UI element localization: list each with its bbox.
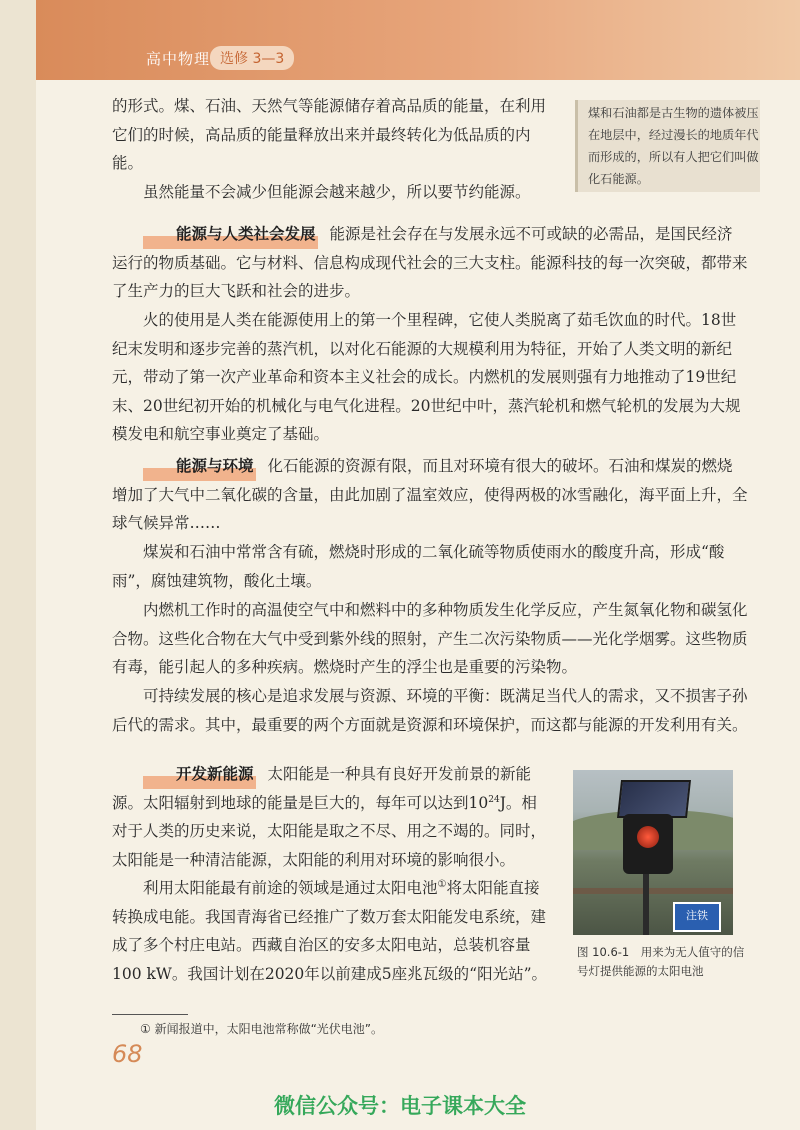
paragraph: 可持续发展的核心是追求发展与资源、环境的平衡：既满足当代人的需求，又不损害子孙后代的需求。其中，最重要的两个方面就是资源和环境保护，而这都与能源的开发利用有关。 bbox=[112, 687, 748, 734]
solar-signal-photo bbox=[573, 770, 733, 935]
section-new-energy bbox=[112, 760, 548, 874]
book-title: 高中物理 bbox=[146, 50, 211, 68]
section-lead-text: 太阳能是一种具有良好开发前景的新能源。太阳辐射到地球的能量是巨大的，每年可以达到10 bbox=[112, 765, 532, 812]
volume-badge: 选修 3—3 bbox=[210, 46, 294, 70]
figure-caption: 图 10.6-1 用来为无人值守的信号灯提供能源的太阳电池 bbox=[577, 945, 745, 978]
section-heading: 能源与人类社会发展 bbox=[143, 220, 318, 249]
section-heading: 开发新能源 bbox=[143, 760, 256, 789]
page-gutter bbox=[0, 0, 36, 1130]
solar-panel-icon bbox=[617, 780, 691, 818]
paragraph: 内燃机工作时的高温使空气中和燃料中的多种物质发生化学反应，产生氮氧化物和碳氢化合物。这些化合物在大气中受到紫外线的照射，产生二次污染物质——光化学烟雾。这些物质有毒，能引起人的多种疾病。燃烧时产生的浮尘也是重要的污染物。 bbox=[112, 601, 748, 676]
footnote-marker: ① bbox=[437, 878, 447, 890]
footnote-divider bbox=[112, 1014, 188, 1015]
intro-paragraph: 的形式。煤、石油、天然气等能源储存着高品质的能量，在利用它们的时候，高品质的能量释放出来并最终转化为低品质的内能。 bbox=[112, 97, 547, 172]
section-energy-society bbox=[112, 220, 748, 306]
paragraph: 煤炭和石油中常常含有硫，燃烧时形成的二氧化硫等物质使雨水的酸度升高，形成“酸雨”，腐蚀建筑物，酸化土壤。 bbox=[112, 543, 725, 590]
section-lead-text-cont: J。相对于人类的历史来说，太阳能是取之不尽、用之不竭的。同时，太阳能是一种清洁能源，太阳能的利用对环境的影响很小。 bbox=[112, 793, 547, 869]
paragraph-text: 利用太阳能最有前途的领域是通过太阳电池 bbox=[143, 879, 438, 897]
page-number: 68 bbox=[112, 1040, 143, 1068]
signal-lamp bbox=[637, 826, 659, 848]
section-lead-text: 能源是社会存在与发展永远不可或缺的必需品，是国民经济运行的物质基础。它与材料、信息构成现代社会的三大支柱。能源科技的每一次突破，都带来了生产力的巨大飞跃和社会的进步。 bbox=[112, 225, 748, 300]
railway-sign: 注铁 bbox=[673, 902, 721, 932]
watermark: 微信公众号：电子课本大全 bbox=[274, 1094, 526, 1118]
footnote: ① 新闻报道中，太阳电池常称做“光伏电池”。 bbox=[140, 1022, 384, 1036]
paragraph bbox=[112, 874, 548, 988]
margin-note: 煤和石油都是古生物的遗体被压在地层中，经过漫长的地质年代而形成的，所以有人把它们叫做化石能源。 bbox=[575, 100, 760, 192]
paragraph-text-cont: 将太阳能直接转换成电能。我国青海省已经推广了数万套太阳能发电系统，建成了多个村庄电站。西藏自治区的安多太阳电站，总装机容量100 kW。我国计划在2020年以前建成5座兆瓦级的“阳光站”。 bbox=[112, 879, 547, 983]
section-energy-environment bbox=[112, 452, 748, 538]
photo-rail bbox=[573, 888, 733, 894]
exponent: 24 bbox=[488, 794, 500, 805]
intro-paragraph-2: 虽然能量不会减少但能源会越来越少，所以要节约能源。 bbox=[143, 183, 531, 201]
paragraph: 火的使用是人类在能源使用上的第一个里程碑，它使人类脱离了茹毛饮血的时代。18世纪末发明和逐步完善的蒸汽机，以对化石能源的大规模利用为特征，开始了人类文明的新纪元，带动了第一次产业革命和资本主义社会的成长。内燃机的发展则强有力地推动了19世纪末、20世纪初开始的机械化与电气化进程。20世纪中叶，蒸汽轮机和燃气轮机的发展为大规模发电和航空事业奠定了基础。 bbox=[112, 311, 741, 443]
section-lead-text: 化石能源的资源有限，而且对环境有很大的破坏。石油和煤炭的燃烧增加了大气中二氧化碳的含量，由此加剧了温室效应，使得两极的冰雪融化，海平面上升，全球气候异常…… bbox=[112, 457, 748, 532]
section-heading: 能源与环境 bbox=[143, 452, 256, 481]
